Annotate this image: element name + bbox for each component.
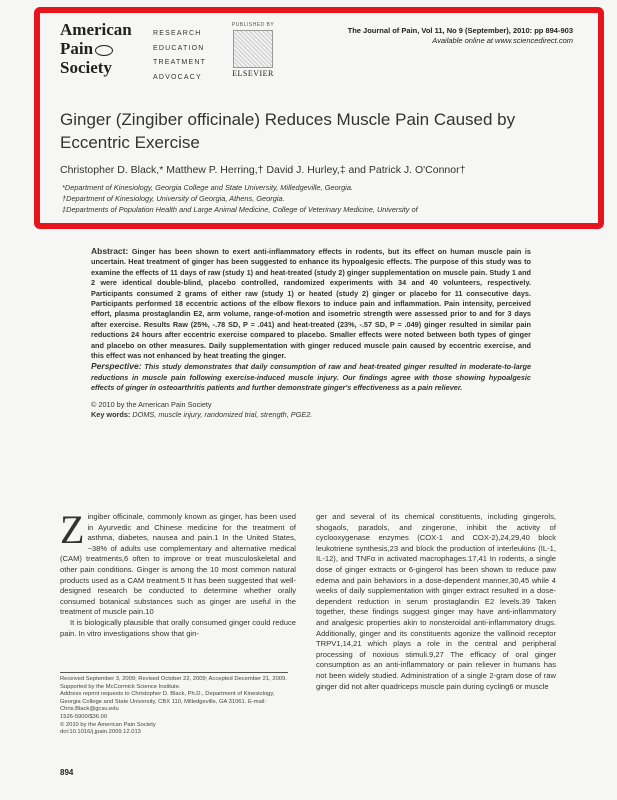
copyright-line: © 2010 by the American Pain Society	[91, 399, 212, 409]
highlight-frame	[34, 7, 604, 229]
perspective-label: Perspective:	[91, 361, 142, 372]
society-mission-list: RESEARCH EDUCATION TREATMENT ADVOCACY	[153, 30, 207, 81]
keywords-label: Key words:	[91, 410, 131, 420]
body-column-left: Zingiber officinale, commonly known as ginger, has been used in Ayurvedic and Chinese medicine for the treatment of asthma, diabetes, nausea and pain.1 In the United States, ~38% of adults use complementary and alternative medical (CAM) treatments,6 often to improve or treat musculoskeletal and other pain conditions. Ginger is among the 10 most common natural products used as a CAM treatment.5 It has been suggested that well-designed research be conducted to determine whether orally consumed botanical substances such as ginger are useful in the treatment of muscle pain.10 It is biologically plausible that orally consumed ginger could reduce pain. In vitro investigations show that gin-	[60, 507, 296, 638]
abstract-block	[91, 246, 531, 421]
journal-citation: The Journal of Pain, Vol 11, No 9 (September), 2010: pp 894-903 Available online at www.sciencedirect.com	[347, 26, 573, 45]
abstract-label: Abstract:	[91, 246, 129, 256]
american-pain-society-logo: American Pain Society	[60, 20, 132, 77]
drop-cap: Z	[60, 507, 85, 552]
body-column-right: ger and several of its chemical constituents, including gingerols, shogaols, paradols, and zingerone, inhibit the activity of cyclooxygenase enzymes (COX-1 and COX-2),24,29,40 block leukotriene synthesis,23 and block the production of interleukins (IL-1, IL-12), and TNFα in activated macrophages.17,41 In rodents, a single dose of ginger extracts or 6-gingerol has been shown to reduce paw edema and pain behaviors in a dose-dependent manner,30,45 while 4 weeks of daily supplementation with ginger extract resulted in a dose-dependent reduction in serum prostaglandin E2 levels.39 Taken together, these findings suggest ginger may have anti-inflammatory and analgesic properties akin to nonsteroidal anti-inflammatory drugs. Additionally, ginger and its constituents agonize the vallinoid receptor TRPV1,14,21 which plays a role in the central and peripheral processing of noxious stimuli.9,27 The efficacy of oral ginger consumption as an anti-inflammatory or pain reliever in humans has not been widely studied. Administration of a single 2-gram dose of raw ginger did not alter quadriceps muscle pain during cycling6 or muscle	[316, 512, 556, 691]
page-number: 894	[60, 768, 74, 777]
elsevier-logo: PUBLISHED BY ELSEVIER	[231, 22, 275, 78]
perspective-text: This study demonstrates that daily consumption of raw and heat-treated ginger resulted in moderate-to-large reductions in muscle pain following exercise-induced muscle injury. Our findings agree with those showing hypoalgesic effects of ginger in osteoarthritis patients and further demonstrate ginger's effectiveness as a pain reliever.	[91, 362, 532, 393]
abstract-text: Ginger has been shown to exert anti-inflammatory effects in rodents, but its effect on human muscle pain is uncertain. Heat treatment of ginger has been suggested to enhance its hypoalgesic effects. The purpose of this study was to examine the effects of 11 days of raw (study 1) and heat-treated (study 2) ginger supplementation on muscle pain. Study 1 and 2 were identical double-blind, placebo controlled, randomized experiments with 34 and 40 volunteers, respectively. Participants consumed 2 grams of either raw (study 1) or heated (study 2) ginger or placebo for 11 consecutive days. Participants performed 18 eccentric actions of the elbow flexors to induce pain and inflammation. Pain intensity, perceived effort, plasma prostaglandin E2, arm volume, range-of-motion and isometric strength were assessed prior to and for 3 days after exercise. Results Raw (25%, -.78 SD, P = .041) and heat-treated (23%, -.57 SD, P = .049) ginger resulted in similar pain reductions 24 hours after eccentric exercise compared to placebo. Smaller effects were noted between both types of ginger and placebo on other measures. Daily supplementation with ginger reduced muscle pain caused by eccentric exercise, and this effect was not enhanced by heat treating the ginger.	[91, 247, 531, 361]
keywords: DOMS, muscle injury, randomized trial, strength, PGE2.	[132, 410, 313, 420]
footnotes: Received September 3, 2009; Revised October 22, 2009; Accepted December 21, 2009. Supported by the McCormick Science Institute. Address reprint requests to Christopher D. Black, Ph.D., Department of Kinesiology, Georgia College and State University, CBX 110, Milledgeville, GA 31061. E-mail: Chris.Black@gcsu.edu 1526-5900/$36.00 © 2010 by the American Pain Society doi:10.1016/j.jpain.2009.12.013	[60, 672, 288, 737]
author-list: Christopher D. Black,* Matthew P. Herring,† David J. Hurley,‡ and Patrick J. O'Connor†	[60, 164, 466, 176]
article-title: Ginger (Zingiber officinale) Reduces Muscle Pain Caused by Eccentric Exercise	[60, 110, 516, 152]
affiliations: *Department of Kinesiology, Georgia College and State University, Milledgeville, Georgia. †Department of Kinesiology, University of Georgia, Athens, Georgia. ‡Departments of Population Health and Large Animal Medicine, College of Veterinary Medicine, University of	[62, 183, 418, 214]
